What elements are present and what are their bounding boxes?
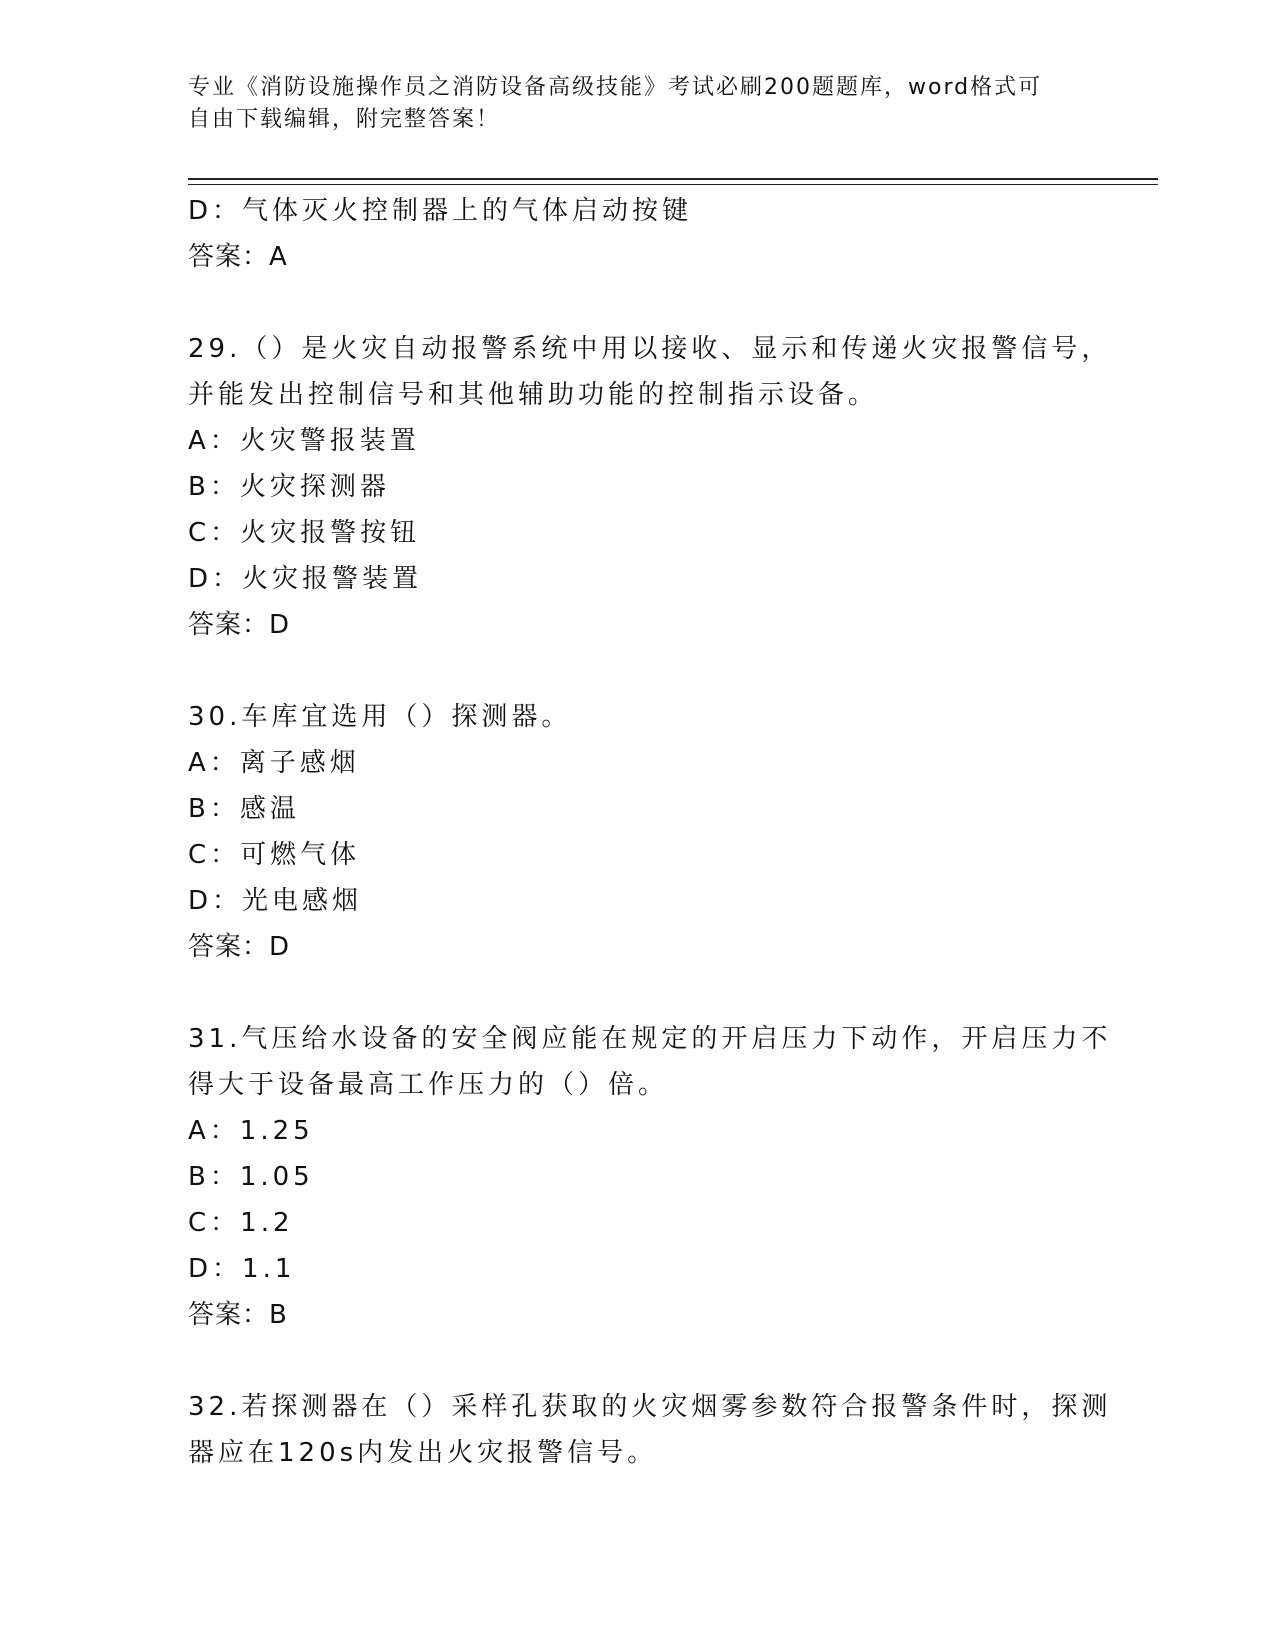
option-a: A：火灾警报装置: [188, 426, 420, 456]
option-b: B：火灾探测器: [188, 472, 390, 502]
option-a: A：离子感烟: [188, 748, 360, 778]
question-stem-line: 并能发出控制信号和其他辅助功能的控制指示设备。: [188, 380, 879, 410]
option-c: C：1.2: [188, 1208, 294, 1238]
spacer: [188, 280, 1088, 326]
question-29: [188, 326, 1112, 648]
option-d: D：光电感烟: [188, 886, 363, 916]
option-c: C：火灾报警按钮: [188, 518, 421, 548]
spacer: [188, 648, 1088, 694]
question-stem-line: 32.若探测器在（）采样孔获取的火灾烟雾参数符合报警条件时，探测: [188, 1392, 1112, 1422]
answer: 答案：D: [188, 610, 291, 640]
question-stem-line: 31.气压给水设备的安全阀应能在规定的开启压力下动作，开启压力不: [188, 1024, 1112, 1054]
question-stem-line: 30.车库宜选用（）探测器。: [188, 702, 572, 732]
option-a: A：1.25: [188, 1116, 314, 1146]
question-30: [188, 694, 1088, 970]
question-stem-line: 器应在120s内发出火灾报警信号。: [188, 1438, 658, 1468]
option-b: B：1.05: [188, 1162, 314, 1192]
question-stem-line: 29.（）是火灾自动报警系统中用以接收、显示和传递火灾报警信号，: [188, 334, 1112, 364]
question-32: [188, 1384, 1112, 1476]
option-d: D：1.1: [188, 1254, 296, 1284]
question-31: [188, 1016, 1112, 1338]
option-d: D：火灾报警装置: [188, 564, 423, 594]
option-c: C：可燃气体: [188, 840, 361, 870]
document-header: [188, 72, 1088, 136]
question-body: [188, 188, 1112, 1476]
question-stem-line: 得大于设备最高工作压力的（）倍。: [188, 1070, 669, 1100]
header-line-2: 自由下载编辑，附完整答案！: [188, 107, 501, 132]
answer: 答案：B: [188, 1300, 288, 1330]
spacer: [188, 970, 1088, 1016]
option-b: B：感温: [188, 794, 300, 824]
answer: 答案：D: [188, 932, 291, 962]
fragment-answer: 答案：A: [188, 242, 288, 272]
spacer: [188, 1338, 1088, 1384]
header-rule-thin: [188, 184, 1158, 185]
header-line-1: 专业《消防设施操作员之消防设备高级技能》考试必刷200题题库，word格式可: [188, 75, 1043, 100]
header-rule-thick: [188, 178, 1158, 180]
fragment-option-d: D：气体灭火控制器上的气体启动按键: [188, 196, 693, 226]
